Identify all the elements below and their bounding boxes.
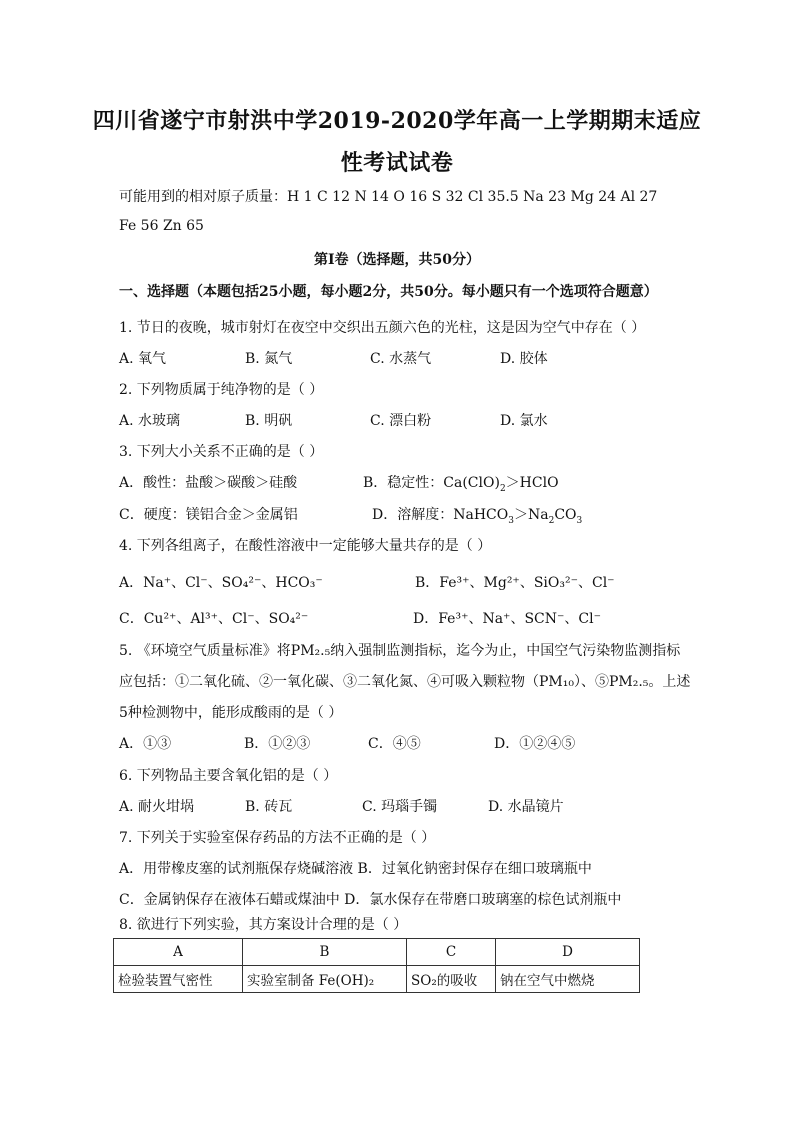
table-cell: 检验装置气密性 xyxy=(114,966,243,993)
table-header-cell: B xyxy=(243,939,407,966)
q4-option-c: C．Cu²⁺、Al³⁺、Cl⁻、SO₄²⁻ xyxy=(119,611,309,627)
q5-stem-line2: 应包括：①二氧化硫、②一氧化碳、③二氧化氮、④可吸入颗粒物（PM₁₀）、⑤PM₂.₅。上述 xyxy=(119,674,691,690)
table-cell: 钠在空气中燃烧 xyxy=(496,966,640,993)
q1-option-a: A. 氧气 xyxy=(119,351,167,367)
q7-options-ab: A．用带橡皮塞的试剂瓶保存烧碱溶液 B．过氧化钠密封保存在细口玻璃瓶中 xyxy=(119,861,592,877)
exam-title-line2: 性考试试卷 xyxy=(340,150,454,176)
q1-option-c: C. 水蒸气 xyxy=(370,351,432,367)
q3-option-a: A．酸性：盐酸＞碳酸＞硅酸 xyxy=(119,475,298,491)
q2-option-d: D. 氯水 xyxy=(500,413,548,429)
table-header-cell: D xyxy=(496,939,640,966)
q6-option-a: A. 耐火坩埚 xyxy=(119,799,195,815)
q1-option-b: B. 氮气 xyxy=(245,351,293,367)
q5-option-b: B．①②③ xyxy=(244,736,311,752)
exam-title-line1: 四川省遂宁市射洪中学2019-2020学年高一上学期期末适应 xyxy=(92,108,702,134)
q5-option-c: C．④⑤ xyxy=(368,736,421,752)
table-cell: 实验室制备 Fe(OH)₂ xyxy=(243,966,407,993)
table-header-row xyxy=(114,939,640,966)
q2-option-b: B. 明矾 xyxy=(245,413,293,429)
q1-option-d: D. 胶体 xyxy=(500,351,548,367)
table-row xyxy=(114,966,640,993)
table-header-cell: A xyxy=(114,939,243,966)
q3-option-b: B．稳定性：$Ca(ClO)_2>HClO$ xyxy=(363,475,559,494)
atomic-mass-line2: Fe 56 Zn 65 xyxy=(119,218,204,234)
q5-stem-line1: 5. 《环境空气质量标准》将PM₂.₅纳入强制监测指标，迄今为止，中国空气污染物监测指标 xyxy=(119,643,681,659)
table-cell: SO₂的吸收 xyxy=(407,966,496,993)
q6-option-d: D. 水晶镜片 xyxy=(488,799,564,815)
q2-option-a: A. 水玻璃 xyxy=(119,413,181,429)
q7-options-cd: C．金属钠保存在液体石蜡或煤油中 D．氯水保存在带磨口玻璃塞的棕色试剂瓶中 xyxy=(119,892,622,908)
q6-option-c: C. 玛瑙手镯 xyxy=(362,799,438,815)
q7-stem: 7. 下列关于实验室保存药品的方法不正确的是（ ） xyxy=(119,830,436,846)
table-header-cell: C xyxy=(407,939,496,966)
q5-stem-line3: 5种检测物中，能形成酸雨的是（ ） xyxy=(119,705,343,721)
q4-option-a: A．Na⁺、Cl⁻、SO₄²⁻、HCO₃⁻ xyxy=(119,575,323,591)
q2-option-c: C. 漂白粉 xyxy=(370,413,432,429)
q5-option-d: D．①②④⑤ xyxy=(494,736,576,752)
q5-option-a: A．①③ xyxy=(119,736,172,752)
q2-stem: 2. 下列物质属于纯净物的是（ ） xyxy=(119,382,324,398)
q6-stem: 6. 下列物品主要含氧化铝的是（ ） xyxy=(119,768,338,784)
q8-options-table xyxy=(113,938,640,993)
q3-stem: 3. 下列大小关系不正确的是（ ） xyxy=(119,444,324,460)
q3-option-c: C．硬度：镁铝合金＞金属铝 xyxy=(119,507,298,523)
part-title: 一、选择题（本题包括25小题，每小题2分，共50分。每小题只有一个选项符合题意） xyxy=(119,284,658,300)
atomic-mass-line1: 可能用到的相对原子质量：H 1 C 12 N 14 O 16 S 32 Cl 35.5 Na 23 Mg 24 Al 27 xyxy=(119,189,658,205)
volume-title: 第Ⅰ卷（选择题，共50分） xyxy=(313,252,481,268)
q4-option-d: D．Fe³⁺、Na⁺、SCN⁻、Cl⁻ xyxy=(413,611,601,627)
q8-stem: 8. 欲进行下列实验，其方案设计合理的是（ ） xyxy=(119,917,408,933)
q4-stem: 4. 下列各组离子，在酸性溶液中一定能够大量共存的是（ ） xyxy=(119,538,492,554)
q1-stem: 1. 节日的夜晚，城市射灯在夜空中交织出五颜六色的光柱，这是因为空气中存在（ ） xyxy=(119,320,646,336)
q3-option-d: D．溶解度：$NaHCO_3>Na_2CO_3$ xyxy=(372,507,583,526)
q6-option-b: B. 砖瓦 xyxy=(245,799,293,815)
q4-option-b: B．Fe³⁺、Mg²⁺、SiO₃²⁻、Cl⁻ xyxy=(415,575,615,591)
